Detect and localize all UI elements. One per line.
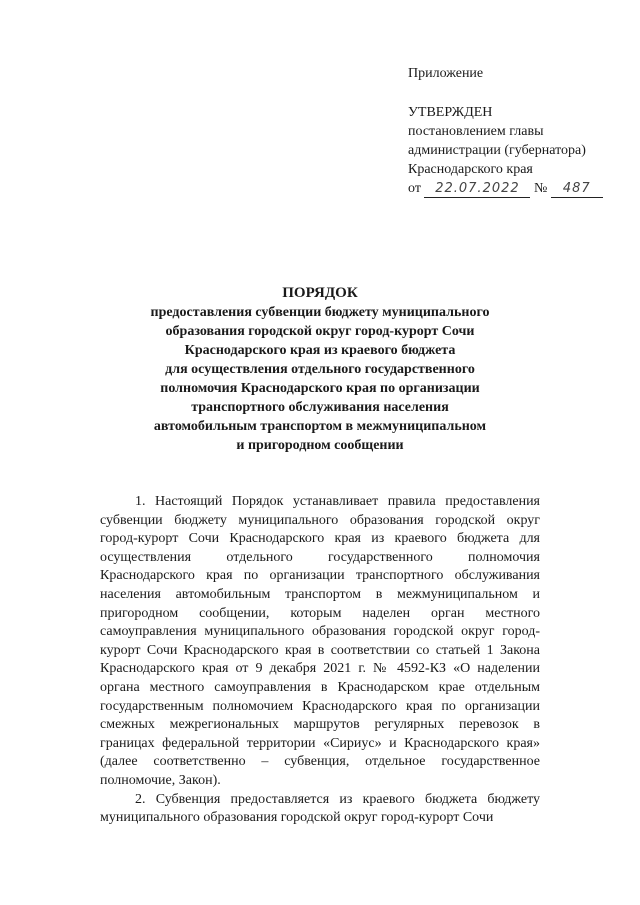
title-line: полномочия Краснодарского края по организации [160, 381, 480, 396]
number-label: № [533, 181, 548, 196]
title-line: автомобильным транспортом в межмуниципальном [153, 419, 487, 434]
handwritten-date: 22.07.2022 [424, 181, 530, 198]
title-line: образования городской округ город-курорт Сочи [165, 324, 475, 339]
appendix-label: Приложение [408, 66, 484, 81]
approval-block [408, 64, 633, 198]
approved-label: УТВЕРЖДЕН [408, 105, 493, 120]
approval-date-number-line [408, 179, 633, 198]
approval-line-3: Краснодарского края [408, 162, 533, 177]
paragraph-2: 2. Субвенция предоставляется из краевого бюджета бюджету муниципального образования городской округ город-курорт Сочи [100, 791, 540, 826]
paragraph-1: 1. Настоящий Порядок устанавливает правила предоставления субвенции бюджету муниципального образования городской округ город-курорт Сочи Краснодарского края из краевого бюджета для осуществления отдельного государственного полномочия Краснодарского края по организации транспортного обслуживания населения автомобильным транспортом в межмуниципальном и пригородном сообщении, которым наделен орган местного самоуправления муниципального образования городской округ город-курорт Сочи Краснодарского края в соответствии со статьей 1 Закона Краснодарского края от 9 декабря 2021 г. № 4592-КЗ «О наделении органа местного самоуправления в Краснодарском крае отдельным государственным полномочием Краснодарского края по организации смежных межрегиональных маршрутов регулярных перевозок в границах федеральной территории «Сириус» и Краснодарского края» (далее соответственно – субвенция, отдельное государственное полномочие, Закон). [100, 494, 540, 788]
document-body [100, 493, 540, 828]
title-line: для осуществления отдельного государственного [165, 362, 475, 377]
document-title [100, 284, 540, 455]
title-line: Краснодарского края из краевого бюджета [184, 343, 456, 358]
title-line: предоставления субвенции бюджету муниципального [150, 305, 490, 320]
handwritten-number: 487 [551, 181, 603, 198]
approval-line-2: администрации (губернатора) [408, 143, 586, 158]
from-label: от [408, 181, 421, 196]
approval-line-1: постановлением главы [408, 124, 544, 139]
title-line: и пригородном сообщении [236, 438, 404, 453]
title-line: транспортного обслуживания населения [191, 400, 449, 415]
title-main: ПОРЯДОК [282, 285, 358, 301]
